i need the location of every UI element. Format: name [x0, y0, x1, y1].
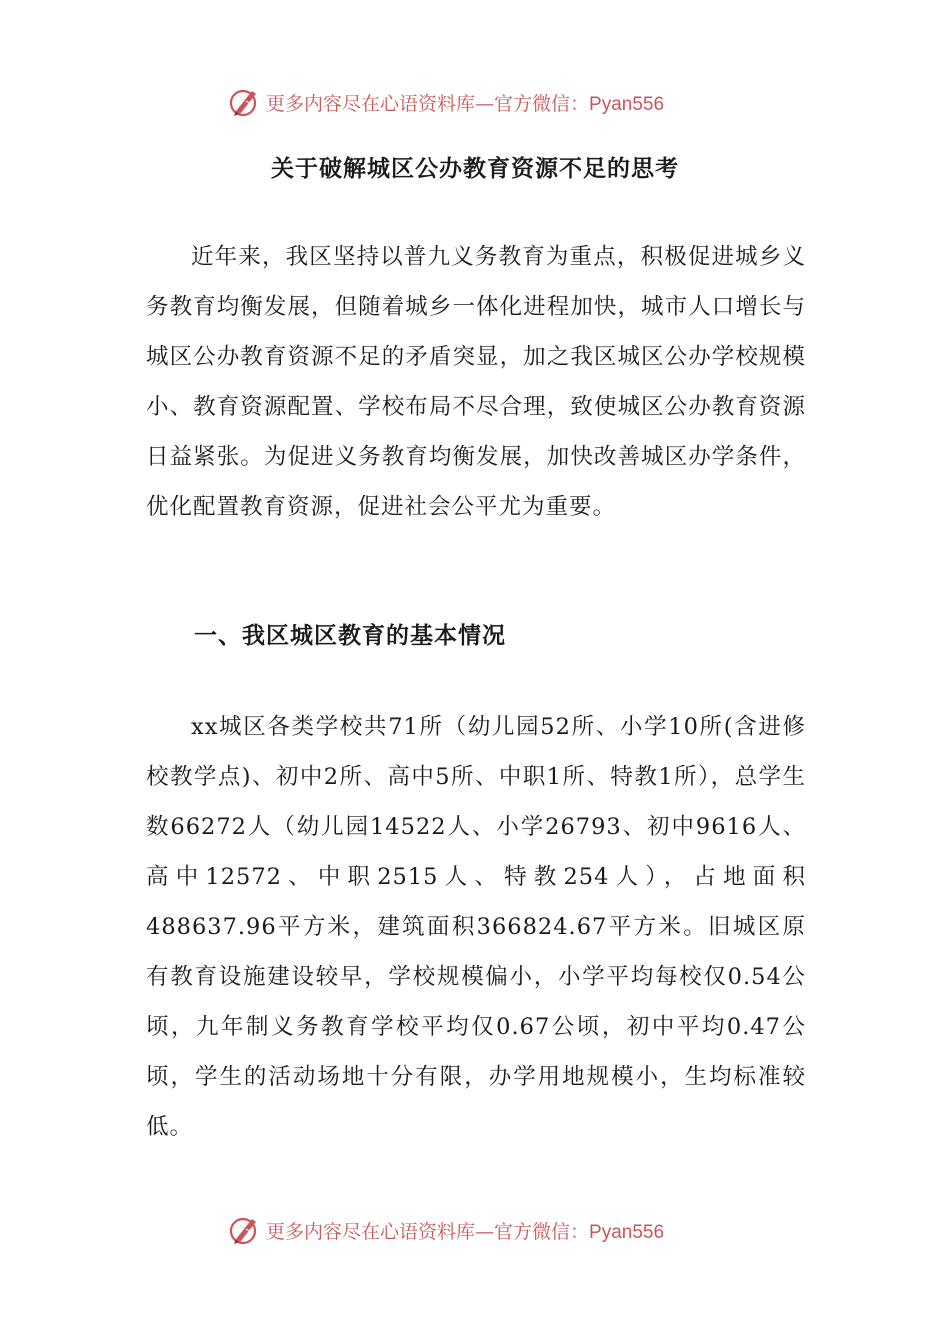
- watermark-text: 更多内容尽在心语资料库—官方微信：Pyan556: [266, 92, 665, 115]
- pen-logo-icon: [228, 85, 262, 119]
- section-heading: 一、我区城区教育的基本情况: [194, 622, 506, 649]
- pen-logo-icon: [228, 1213, 262, 1247]
- watermark-text: 更多内容尽在心语资料库—官方微信：Pyan556: [266, 1220, 665, 1243]
- wechat-id: Pyan556: [589, 1221, 665, 1243]
- watermark-banner-top: [228, 82, 728, 122]
- watermark-banner-bottom: [228, 1210, 728, 1250]
- intro-paragraph: 近年来，我区坚持以普九义务教育为重点，积极促进城乡义务教育均衡发展，但随着城乡一体化进程加快，城市人口增长与城区公办教育资源不足的矛盾突显，加之我区城区公办学校规模小、教育资源配置、学校布局不尽合理，致使城区公办教育资源日益紧张。为促进义务教育均衡发展，加快改善城区办学条件，优化配置教育资源，促进社会公平尤为重要。: [146, 244, 806, 520]
- section-body-paragraph: xx城区各类学校共71所（幼儿园52所、小学10所(含进修校教学点)、初中2所、高中5所、中职1所、特教1所），总学生数66272人（幼儿园14522人、小学26793、初中9616人、高中12572、中职2515人、特教254人），占地面积488637.96平方米，建筑面积366824.67平方米。旧城区原有教育设施建设较早，学校规模偏小，小学平均每校仅0.54公顷，九年制义务教育学校平均仅0.67公顷，初中平均0.47公顷，学生的活动场地十分有限，办学用地规模小，生均标准较低。: [146, 714, 806, 1140]
- wechat-id: Pyan556: [589, 93, 665, 115]
- document-title: 关于破解城区公办教育资源不足的思考: [271, 155, 679, 182]
